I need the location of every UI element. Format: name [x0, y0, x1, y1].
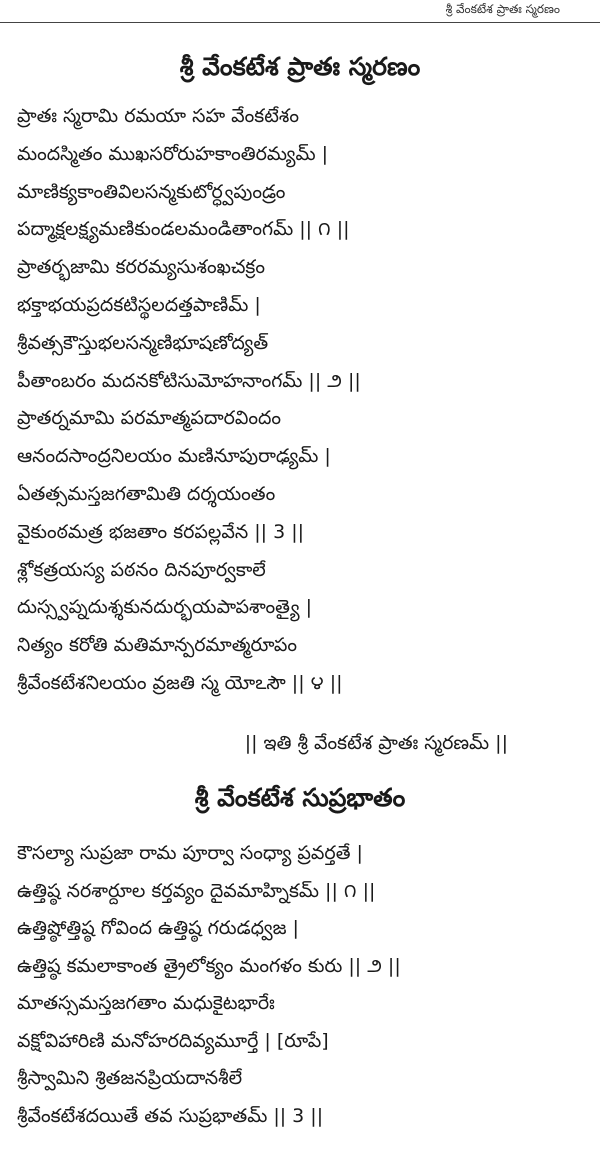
verse-line: శ్రీవత్సకౌస్తుభలసన్మణిభూషణోద్యత్: [17, 331, 269, 354]
verse-line: పీతాంబరం మదనకోటిసుమోహనాంగమ్ || ౨ ||: [17, 369, 361, 392]
section-title-suprabhatam: శ్రీ వేంకటేశ సుప్రభాతం: [194, 783, 406, 812]
verse-line: శ్రీస్వామిని శ్రితజనప్రియదానశీలే: [17, 1067, 243, 1089]
header-rule: [0, 22, 600, 23]
verse-line: ప్రాతర్నమామి పరమాత్మపదారవిందం: [17, 407, 282, 430]
verse-line: దుస్స్వప్నదుశ్శకునదుర్భయపాపశాంత్యై |: [17, 596, 313, 619]
verse-line: ప్రాతః స్మరామి రమయా సహ వేంకటేశం: [17, 105, 299, 127]
verse-line: ఉత్తిష్ఠోత్తిష్ఠ గోవింద ఉత్తిష్ఠ గరుడధ్వజ |: [17, 917, 299, 939]
verse-line: నిత్యం కరోతి మతిమాన్పరమాత్మరూపం: [17, 634, 298, 657]
verse-line: కౌసల్యా సుప్రజా రామ పూర్వా సంధ్యా ప్రవర్తతే |: [17, 842, 363, 864]
colophon: || ఇతి శ్రీ వేంకటేశ ప్రాతః స్మరణమ్ ||: [244, 732, 508, 754]
verse-line: మందస్మితం ముఖసరోరుహకాంతిరమ్యమ్ |: [17, 142, 329, 165]
verse-line: శ్రీవేంకటేశదయితే తవ సుప్రభాతమ్ || 3 ||: [17, 1104, 324, 1127]
verse-block-suprabhatam: [17, 835, 592, 1135]
verse-line: ఉత్తిష్ఠ నరశార్దూల కర్తవ్యం దైవమాహ్నికమ్ || ౧ ||: [17, 879, 376, 902]
verse-line: ఆనందసాంద్రనిలయం మణినూపురాఢ్యమ్ |: [17, 445, 331, 468]
verse-line: శ్లోకత్రయస్య పఠనం దినపూర్వకాలే: [17, 558, 266, 581]
verse-line: మాతస్సమస్తజగతాం మధుకైటభారేః: [17, 992, 275, 1014]
verse-line: వైకుంఠమత్ర భజతాం కరపల్లవేన || 3 ||: [17, 520, 305, 543]
verse-line: ఏతత్సమస్తజగతామితి దర్శయంతం: [17, 482, 276, 505]
verse-line: ప్రాతర్భజామి కరరమ్యసుశంఖచక్రం: [17, 256, 265, 279]
verse-line: మాణిక్యకాంతివిలసన్మకుటోర్ధ్వపుండ్రం: [17, 180, 286, 203]
running-header: శ్రీ వేంకటేశ ప్రాతః స్మరణం: [445, 2, 560, 16]
section-title-prathah-smaranam: శ్రీ వేంకటేశ ప్రాతః స్మరణం: [179, 52, 421, 81]
verse-line: భక్తాభయప్రదకటిస్థలదత్తపాణిమ్ |: [17, 293, 261, 316]
verse-block-prathah-smaranam: [17, 98, 592, 703]
verse-line: ఉత్తిష్ఠ కమలాకాంత త్రైలోక్యం మంగళం కురు || ౨ ||: [17, 954, 401, 977]
verse-line: వక్షోవిహారిణి మనోహరదివ్యమూర్తే | [రూపే]: [17, 1029, 329, 1052]
verse-line: శ్రీవేంకటేశనిలయం వ్రజతి స్మ యోఽసౌ || ౪ ||: [17, 671, 343, 694]
verse-line: పద్మాక్షలక్ష్యమణికుండలమండితాంగమ్ || ౧ ||: [17, 218, 350, 241]
